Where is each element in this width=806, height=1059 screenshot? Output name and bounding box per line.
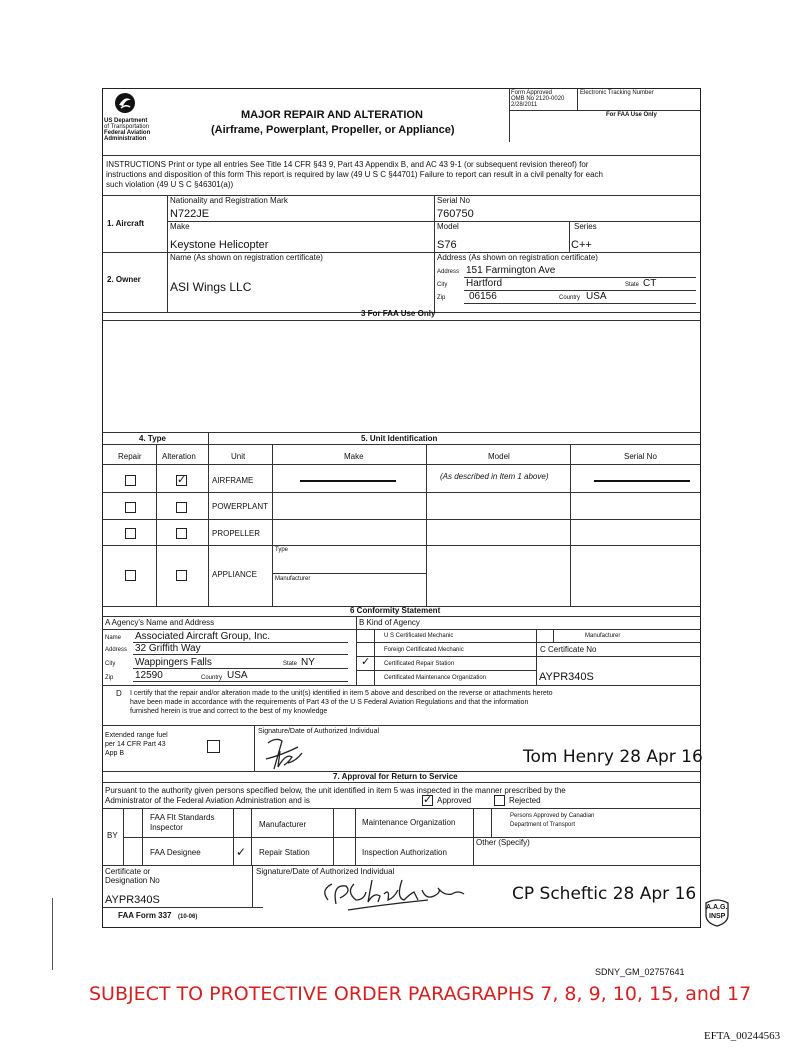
- extended-fuel-line-3: App B: [105, 750, 125, 757]
- designation-value: AYPR340S: [105, 894, 160, 906]
- extended-fuel-line-1: Extended range fuel: [105, 732, 168, 739]
- agency-line-2: of Transportation: [104, 124, 150, 130]
- owner-name-value: ASI Wings LLC: [170, 280, 252, 294]
- repair-column-header: Repair: [118, 452, 142, 461]
- make-column-header: Make: [344, 452, 364, 461]
- aircraft-serial-label: Serial No: [437, 196, 470, 205]
- unit-appliance: APPLIANCE: [212, 570, 257, 579]
- kind-of-agency-label: B Kind of Agency: [359, 618, 420, 627]
- agency-name-value: Associated Aircraft Group, Inc.: [135, 631, 271, 642]
- unit-powerplant: POWERPLANT: [212, 502, 269, 511]
- appliance-type-label: Type: [275, 547, 289, 553]
- owner-address-label: Address (As shown on registration certificate): [437, 253, 598, 262]
- rejected-label: Rejected: [509, 796, 541, 805]
- alteration-column-header: Alteration: [162, 452, 196, 461]
- make-value: Keystone Helicopter: [170, 239, 269, 251]
- serial-column-header: Serial No: [624, 452, 657, 461]
- model-as-described-note: (As described in Item 1 above): [440, 472, 549, 481]
- form-approved-1: Form Approved: [511, 90, 553, 96]
- faa-flt-standards-line-2: Inspector: [150, 823, 183, 832]
- kind-option-foreign-mechanic: Foreign Certificated Mechanic: [384, 647, 464, 653]
- canadian-approval-line-1: Persons Approved by Canadian: [510, 813, 595, 819]
- form-number: FAA Form 337: [118, 911, 172, 920]
- approval-signature-label: Signature/Date of Authorized Individual: [256, 867, 395, 876]
- repair-station-label: Repair Station: [259, 848, 310, 857]
- repair-station-approval-check: ✓: [236, 845, 247, 859]
- owner-country-field: Country: [559, 295, 581, 301]
- rejected-checkbox[interactable]: [494, 795, 505, 806]
- appliance-repair-checkbox[interactable]: [125, 570, 136, 581]
- nationality-label: Nationality and Registration Mark: [170, 196, 288, 205]
- approval-manufacturer-label: Manufacturer: [259, 820, 307, 829]
- agency-line-4: Administration: [104, 136, 147, 142]
- conformity-handwritten-signature: [262, 733, 310, 775]
- agency-name-field: Name: [105, 635, 122, 641]
- kind-option-maintenance-org: Certificated Maintenance Organization: [384, 675, 487, 681]
- form-approved-3: 2/28/2011: [511, 102, 538, 108]
- certificate-no-label: C Certificate No: [540, 645, 597, 654]
- unit-propeller: PROPELLER: [212, 529, 261, 538]
- document-id: SDNY_GM_02757641: [595, 967, 685, 977]
- agency-state-field: State: [283, 661, 298, 667]
- approved-label: Approved: [437, 796, 472, 805]
- conformity-signature-label: Signature/Date of Authorized Individual: [258, 728, 380, 735]
- owner-address-value: 151 Farmington Ave: [466, 265, 556, 276]
- faa-designee-label: FAA Designee: [150, 848, 201, 857]
- instructions-line-2: instructions and disposition of this form This report is required by law (49 U S C §44701) Failure to report can result in a civil penalty for each: [106, 170, 603, 179]
- agency-line-1: US Department: [104, 118, 148, 124]
- aircraft-serial-value: 760750: [437, 208, 474, 220]
- series-value: C++: [571, 239, 592, 251]
- owner-city-value: Hartford: [466, 278, 503, 289]
- form-title: MAJOR REPAIR AND ALTERATION: [241, 109, 423, 121]
- conformity-section-label: 6 Conformity Statement: [350, 606, 441, 615]
- approval-line-1: Pursuant to the authority given persons specified below, the unit identified in item 5 was inspected in the manner prescribed by the: [105, 786, 566, 795]
- certificate-no-value: AYPR340S: [539, 671, 594, 683]
- faa-use-only-label: For FAA Use Only: [606, 112, 657, 118]
- designation-label-1: Certificate or: [105, 867, 151, 876]
- agency-state-value: NY: [301, 657, 315, 668]
- agency-line-3: Federal Aviation: [104, 130, 151, 136]
- owner-state-value: CT: [643, 278, 657, 289]
- powerplant-repair-checkbox[interactable]: [125, 502, 136, 513]
- powerplant-alteration-checkbox[interactable]: [176, 502, 187, 513]
- agency-address-field: Address: [105, 647, 128, 653]
- by-label: BY: [107, 831, 118, 840]
- designation-label-2: Designation No: [105, 876, 160, 885]
- conformity-signature-value: Tom Henry 28 Apr 16: [523, 747, 703, 767]
- instructions-line-3: such violation (49 U S C §46301(a)): [106, 180, 234, 189]
- aircraft-section-label: 1. Aircraft: [107, 219, 145, 228]
- model-label: Model: [437, 222, 459, 231]
- unit-section-label: 5. Unit Identification: [361, 434, 438, 443]
- airframe-repair-checkbox[interactable]: [125, 475, 136, 486]
- agency-country-value: USA: [227, 670, 248, 681]
- unit-column-header: Unit: [231, 452, 246, 461]
- agency-address-value: 32 Griffith Way: [135, 643, 201, 654]
- approval-section-label: 7. Approval for Return to Service: [333, 772, 458, 781]
- owner-zip-field: Zip: [437, 295, 446, 301]
- kind-option-us-mechanic: U S Certificated Mechanic: [384, 633, 454, 639]
- airframe-alteration-check: ✓: [177, 474, 187, 486]
- extended-range-fuel-checkbox[interactable]: [207, 740, 220, 753]
- owner-zip-value: 06156: [469, 291, 497, 302]
- owner-city-field: City: [437, 282, 448, 288]
- owner-name-label: Name (As shown on registration certificate): [170, 253, 323, 262]
- inspector-stamp-icon: [703, 897, 731, 927]
- series-label: Series: [574, 222, 597, 231]
- other-specify-label: Other (Specify): [476, 838, 530, 847]
- approval-handwritten-signature: [318, 870, 476, 916]
- repair-station-check: ✓: [361, 656, 371, 668]
- appliance-alteration-checkbox[interactable]: [176, 570, 187, 581]
- dot-logo-icon: [114, 92, 136, 114]
- approved-checkbox[interactable]: [422, 795, 433, 806]
- protective-order-notice: SUBJECT TO PROTECTIVE ORDER PARAGRAPHS 7, 8, 9, 10, 15, and 17: [89, 983, 752, 1005]
- agency-name-address-label: A Agency's Name and Address: [105, 618, 215, 627]
- certification-d-label: D: [116, 689, 122, 698]
- canadian-approval-line-2: Department of Transport: [510, 822, 576, 828]
- type-section-label: 4. Type: [139, 434, 166, 443]
- make-label: Make: [170, 222, 190, 231]
- agency-city-field: City: [105, 661, 116, 667]
- model-value: S76: [437, 239, 457, 251]
- approval-signature-value: CP Scheftic 28 Apr 16: [512, 884, 697, 904]
- maintenance-organization-label: Maintenance Organization: [362, 818, 456, 827]
- approval-line-2: Administrator of the Federal Aviation Administration and is: [105, 796, 310, 805]
- agency-zip-field: Zip: [105, 675, 114, 681]
- owner-section-label: 2. Owner: [107, 275, 141, 284]
- instructions-line-1: INSTRUCTIONS Print or type all entries See Title 14 CFR §43 9, Part 43 Appendix B, and AC 43 9-1 (or subsequent revision thereof) for: [106, 160, 589, 169]
- stamp-line-1: A.A.G.: [706, 904, 728, 911]
- airframe-alteration-checkbox[interactable]: [176, 475, 187, 486]
- efta-number: EFTA_00244563: [704, 1030, 781, 1042]
- appliance-manufacturer-label: Manufacturer: [275, 576, 311, 582]
- agency-country-field: Country: [201, 675, 223, 681]
- unit-airframe: AIRFRAME: [212, 476, 254, 485]
- tracking-number-label: Electronic Tracking Number: [580, 90, 654, 96]
- kind-option-repair-station: Certificated Repair Station: [384, 661, 455, 667]
- owner-country-value: USA: [586, 291, 607, 302]
- agency-city-value: Wappingers Falls: [135, 657, 212, 668]
- certification-line-1: I certify that the repair and/or alteration made to the unit(s) identified in item 5 above and described on the reverse or attachments hereto: [130, 690, 553, 697]
- propeller-alteration-checkbox[interactable]: [176, 528, 187, 539]
- owner-state-field: State: [625, 282, 640, 288]
- propeller-repair-checkbox[interactable]: [125, 528, 136, 539]
- certification-line-2: have been made in accordance with the requirements of Part 43 of the U S Federal Aviation Regulations and that the information: [130, 699, 529, 706]
- nationality-value: N722JE: [170, 208, 210, 220]
- owner-address-field: Address: [437, 269, 460, 275]
- faa-flt-standards-line-1: FAA Flt Standards: [150, 813, 215, 822]
- form-approved-2: OMB No 2120-0020: [511, 96, 565, 102]
- stamp-line-2: INSP: [709, 913, 726, 920]
- form-number-date: (10-06): [178, 914, 198, 920]
- form-subtitle: (Airframe, Powerplant, Propeller, or Appliance): [211, 124, 455, 136]
- extended-fuel-line-2: per 14 CFR Part 43: [105, 741, 166, 748]
- agency-zip-value: 12590: [135, 670, 163, 681]
- approved-check: ✓: [423, 794, 433, 806]
- faa-use-only-section-label: 3 For FAA Use Only: [361, 309, 436, 318]
- certification-line-3: furnished herein is true and correct to the best of my knowledge: [130, 708, 328, 715]
- inspection-authorization-label: Inspection Authorization: [362, 848, 447, 857]
- model-column-header: Model: [488, 452, 510, 461]
- kind-manufacturer-label: Manufacturer: [585, 633, 621, 639]
